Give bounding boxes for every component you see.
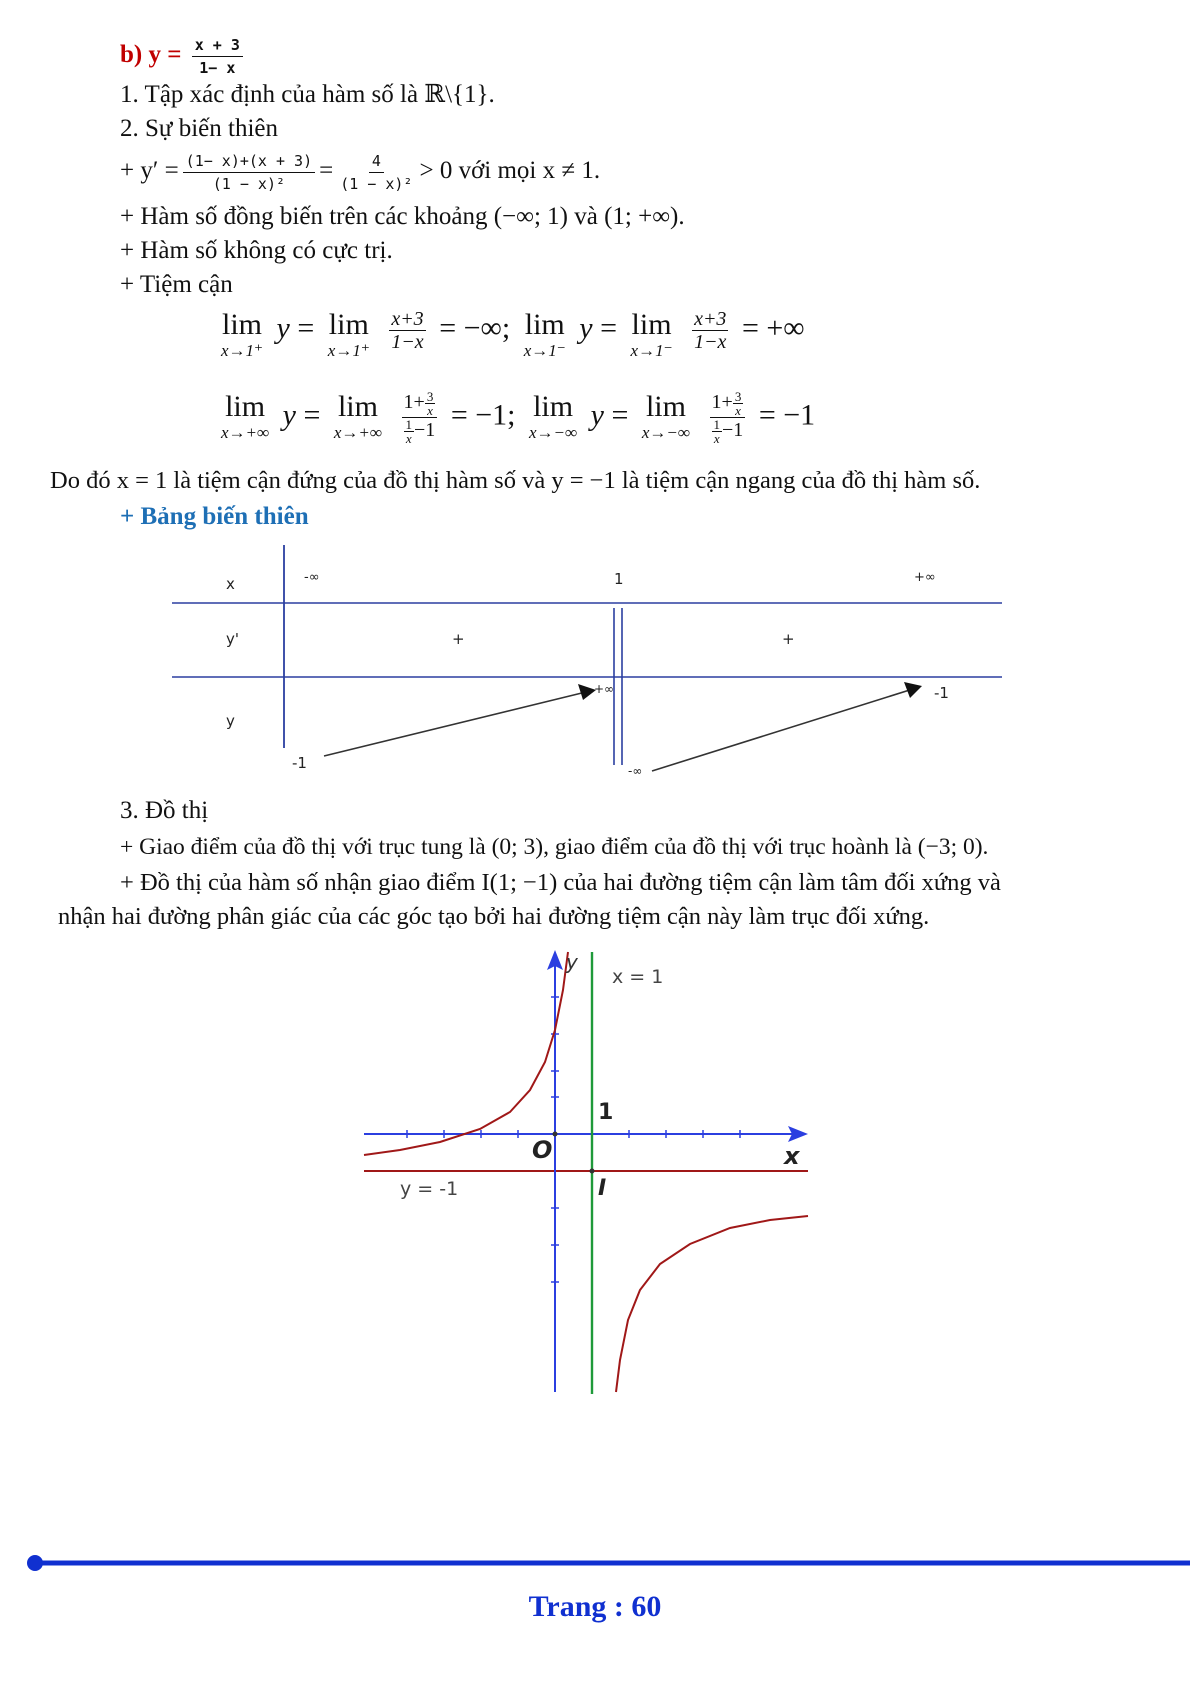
fraction-denominator: 1−x bbox=[694, 331, 727, 353]
graph-label-y: y bbox=[566, 950, 578, 974]
fraction-part: x bbox=[427, 403, 433, 418]
increasing-line: + Hàm số đồng biến trên các khoảng (−∞; 1) và (1; +∞). bbox=[120, 203, 685, 230]
fraction-part: −1 bbox=[414, 419, 436, 442]
fraction-denominator: 1−x bbox=[391, 331, 424, 353]
fraction-numerator: 4 bbox=[369, 152, 384, 173]
graph-label-y-equals-minus-1: y = -1 bbox=[400, 1178, 459, 1200]
symmetry-line-2: nhận hai đường phân giác của các góc tạo bởi hai đường tiệm cận này làm trục đối xứng. bbox=[58, 903, 930, 930]
fraction-denominator: (1 − x)² bbox=[212, 175, 286, 193]
fraction-part: 1 bbox=[405, 417, 413, 432]
derivative-prefix: + y′ = bbox=[120, 157, 179, 185]
lim-subscript: x→−∞ bbox=[641, 423, 691, 442]
fraction-part: 3 bbox=[734, 389, 742, 404]
asymptote-heading: + Tiệm cận bbox=[120, 271, 233, 298]
var-y: y bbox=[276, 311, 290, 345]
equals-sign: = bbox=[319, 157, 334, 185]
fraction-numerator: x + 3 bbox=[192, 36, 243, 57]
graph-label-x: x bbox=[784, 1142, 800, 1170]
table-x-minus-inf: -∞ bbox=[304, 570, 320, 585]
equals-sign: = bbox=[303, 398, 321, 432]
lim-subscript: x→+∞ bbox=[221, 423, 270, 442]
lim-word: lim bbox=[328, 308, 369, 341]
table-row-yprime-label: y' bbox=[226, 630, 240, 648]
fraction-numerator: x+3 bbox=[694, 308, 727, 330]
table-x-one: 1 bbox=[614, 570, 624, 588]
lim-subscript: x→1⁺ bbox=[221, 341, 264, 360]
fraction-part: 1+ bbox=[403, 391, 425, 414]
graph-heading: 3. Đồ thị bbox=[120, 797, 209, 824]
equals-sign: = bbox=[600, 311, 618, 345]
fraction-part: x bbox=[735, 403, 741, 418]
asymptote-conclusion: Do đó x = 1 là tiệm cận đứng của đồ thị hàm số và y = −1 là tiệm cận ngang của đồ thị hàm số. bbox=[50, 467, 981, 494]
var-y: y bbox=[282, 398, 296, 432]
limit-result: = +∞ bbox=[741, 311, 805, 345]
table-sign-left: + bbox=[452, 630, 465, 648]
lim-word: lim bbox=[225, 390, 266, 423]
table-y-left-end: +∞ bbox=[594, 682, 615, 696]
fraction-numerator: (1− x)+(x + 3) bbox=[183, 152, 315, 173]
lim-subscript: x→1⁻ bbox=[630, 341, 673, 360]
fraction-part: −1 bbox=[722, 419, 744, 442]
fraction-denominator: (1 − x)² bbox=[340, 175, 413, 193]
table-x-plus-inf: +∞ bbox=[914, 570, 936, 585]
no-extremum-line: + Hàm số không có cực trị. bbox=[120, 237, 393, 264]
lim-subscript: x→1⁻ bbox=[523, 341, 566, 360]
var-y: y bbox=[590, 398, 604, 432]
fraction-part: 3 bbox=[426, 389, 434, 404]
variation-table-title: + Bảng biến thiên bbox=[120, 503, 309, 530]
table-row-x-label: x bbox=[226, 575, 235, 593]
limit-result: = −1; bbox=[450, 398, 516, 432]
lim-subscript: x→+∞ bbox=[333, 423, 383, 442]
table-y-left-start: -1 bbox=[292, 754, 307, 772]
lim-subscript: x→−∞ bbox=[529, 423, 578, 442]
limit-result: = −1 bbox=[758, 398, 816, 432]
page-number: Trang : 60 bbox=[528, 1590, 662, 1623]
lim-word: lim bbox=[337, 390, 378, 423]
lim-word: lim bbox=[524, 308, 565, 341]
graph-label-O: O bbox=[532, 1136, 553, 1164]
derivative-suffix: > 0 với mọi x ≠ 1. bbox=[419, 157, 601, 185]
table-sign-right: + bbox=[782, 630, 795, 648]
symmetry-line-1: + Đồ thị của hàm số nhận giao điểm I(1; −1) của hai đường tiệm cận làm tâm đối xứng và bbox=[120, 869, 1001, 896]
lim-word: lim bbox=[222, 308, 263, 341]
fraction-part: x bbox=[405, 431, 412, 446]
fraction-part: x bbox=[713, 431, 720, 446]
fraction-part: 1 bbox=[713, 417, 721, 432]
lim-word: lim bbox=[533, 390, 574, 423]
graph-label-I: I bbox=[598, 1176, 607, 1201]
fraction-denominator: 1− x bbox=[199, 59, 236, 77]
table-y-right-end: -1 bbox=[934, 684, 949, 702]
fraction-part: 1+ bbox=[711, 391, 733, 414]
var-y: y bbox=[579, 311, 593, 345]
table-y-right-start: -∞ bbox=[628, 764, 643, 778]
graph-label-1: 1 bbox=[598, 1100, 614, 1125]
lim-subscript: x→1⁺ bbox=[327, 341, 370, 360]
part-b-label: b) y = bbox=[120, 41, 182, 69]
equals-sign: = bbox=[611, 398, 629, 432]
limit-result: = −∞; bbox=[439, 311, 511, 345]
graph-label-x-equals-1: x = 1 bbox=[612, 966, 664, 988]
domain-line: 1. Tập xác định của hàm số là ℝ\{1}. bbox=[120, 81, 495, 108]
table-row-y-label: y bbox=[226, 712, 235, 730]
equals-sign: = bbox=[297, 311, 315, 345]
variation-heading: 2. Sự biến thiên bbox=[120, 115, 278, 142]
lim-word: lim bbox=[631, 308, 672, 341]
lim-word: lim bbox=[645, 390, 686, 423]
fraction-numerator: x+3 bbox=[391, 308, 424, 330]
intercepts-line: + Giao điểm của đồ thị với trục tung là (0; 3), giao điểm của đồ thị với trục hoành là (−3; 0). bbox=[120, 834, 989, 860]
